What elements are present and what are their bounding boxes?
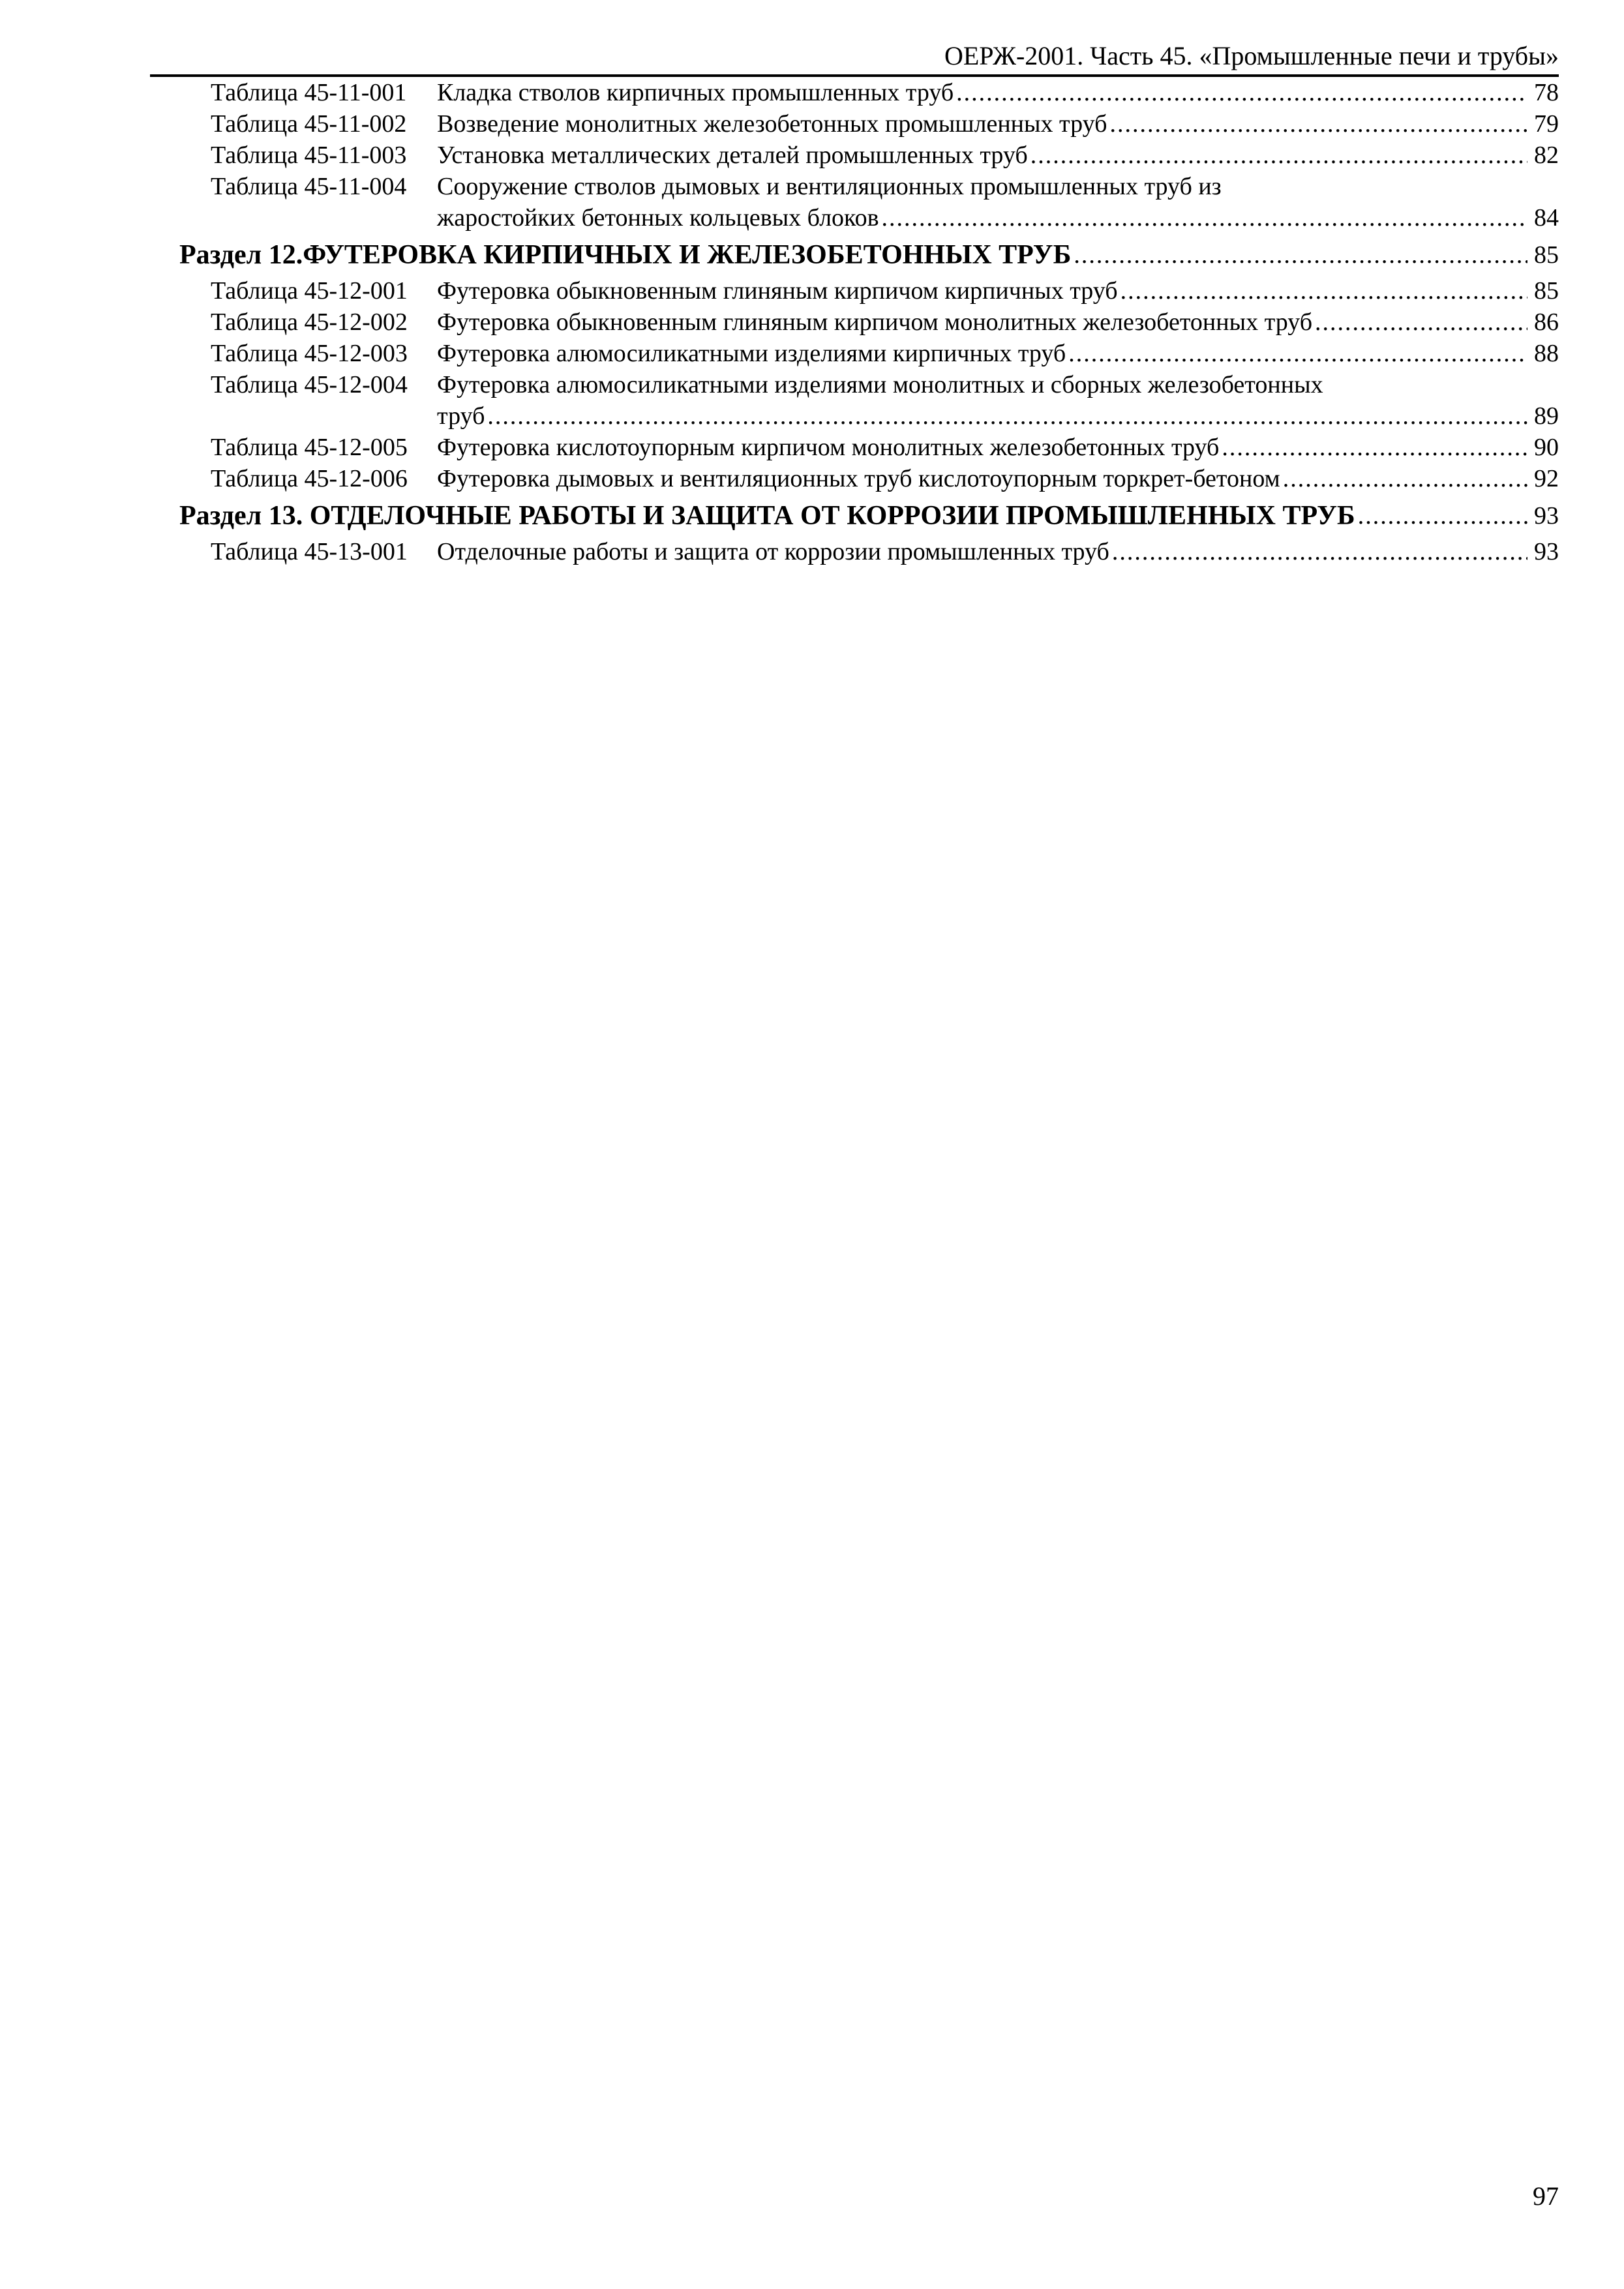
leader-dots <box>1358 497 1527 535</box>
toc-entry-title: Установка металлических деталей промышленных труб <box>437 142 1028 169</box>
leader-dots <box>882 202 1527 233</box>
toc-entry-page: 90 <box>1534 434 1559 461</box>
leader-dots <box>1109 108 1527 140</box>
toc-entry-code: Таблица 45-11-002 <box>211 110 407 138</box>
table-of-contents <box>150 77 1559 567</box>
toc-entry-code: Таблица 45-12-005 <box>211 434 408 461</box>
toc-entry-code: Таблица 45-11-001 <box>211 79 407 106</box>
toc-entry-title: Футеровка обыкновенным глиняным кирпичом монолитных железобетонных труб <box>437 308 1313 336</box>
toc-entry-code: Таблица 45-12-003 <box>211 340 408 367</box>
toc-entry-45-12-002[interactable] <box>150 307 1559 338</box>
leader-dots <box>956 77 1527 108</box>
toc-entry-45-12-006[interactable] <box>150 463 1559 494</box>
toc-entry-title: Отделочные работы и защита от коррозии промышленных труб <box>437 538 1109 565</box>
toc-entry-page: 92 <box>1534 465 1559 492</box>
toc-entry-45-11-004[interactable] <box>150 171 1559 233</box>
toc-entry-code: Таблица 45-13-001 <box>211 538 408 565</box>
toc-entry-45-12-004[interactable] <box>150 369 1559 432</box>
toc-entry-code: Таблица 45-12-004 <box>211 371 408 398</box>
toc-entry-page: 84 <box>1534 204 1559 232</box>
toc-entry-45-11-003[interactable] <box>150 140 1559 171</box>
toc-entry-title: Сооружение стволов дымовых и вентиляционных промышленных труб из <box>437 173 1222 200</box>
leader-dots <box>1030 140 1527 171</box>
toc-entry-page: 88 <box>1534 340 1559 367</box>
toc-entry-code: Таблица 45-12-002 <box>211 308 408 336</box>
toc-entry-code: Таблица 45-11-004 <box>211 173 407 200</box>
toc-entry-title: Футеровка дымовых и вентиляционных труб кислотоупорным торкрет-бетоном <box>437 465 1280 492</box>
toc-entry-page: 86 <box>1534 308 1559 336</box>
toc-entry-page: 93 <box>1534 538 1559 565</box>
toc-section-12[interactable] <box>150 236 1559 274</box>
toc-entry-45-13-001[interactable] <box>150 536 1559 567</box>
leader-dots <box>1074 236 1527 274</box>
leader-dots <box>1068 338 1527 369</box>
toc-entry-title: Футеровка алюмосиликатными изделиями монолитных и сборных железобетонных <box>437 371 1323 398</box>
section-title: Раздел 12.ФУТЕРОВКА КИРПИЧНЫХ И ЖЕЛЕЗОБЕТОННЫХ ТРУБ <box>179 240 1072 270</box>
toc-entry-45-12-001[interactable] <box>150 275 1559 307</box>
toc-entry-code: Таблица 45-12-006 <box>211 465 408 492</box>
leader-dots <box>487 400 1527 432</box>
toc-entry-title: Возведение монолитных железобетонных промышленных труб <box>437 110 1107 138</box>
leader-dots <box>1283 463 1527 494</box>
toc-entry-45-12-003[interactable] <box>150 338 1559 369</box>
leader-dots <box>1112 536 1527 567</box>
section-page: 93 <box>1534 502 1559 530</box>
toc-entry-page: 82 <box>1534 142 1559 169</box>
page-number: 97 <box>1533 2181 1559 2211</box>
toc-entry-title: Футеровка обыкновенным глиняным кирпичом кирпичных труб <box>437 277 1118 305</box>
header-title: ОЕРЖ-2001. Часть 45. «Промышленные печи и трубы» <box>944 41 1559 70</box>
section-page: 85 <box>1534 241 1559 269</box>
toc-entry-45-12-005[interactable] <box>150 432 1559 463</box>
toc-entry-title: Футеровка кислотоупорным кирпичом монолитных железобетонных труб <box>437 434 1220 461</box>
toc-entry-45-11-001[interactable] <box>150 77 1559 108</box>
toc-section-13[interactable] <box>150 497 1559 535</box>
leader-dots <box>1315 307 1527 338</box>
toc-entry-45-11-002[interactable] <box>150 108 1559 140</box>
toc-entry-code: Таблица 45-12-001 <box>211 277 408 305</box>
toc-entry-page: 79 <box>1534 110 1559 138</box>
toc-entry-page: 85 <box>1534 277 1559 305</box>
toc-entry-title-continued: жаростойких бетонных кольцевых блоков <box>437 204 879 232</box>
toc-entry-title: Футеровка алюмосиликатными изделиями кирпичных труб <box>437 340 1066 367</box>
toc-entry-page: 78 <box>1534 79 1559 106</box>
toc-entry-title: Кладка стволов кирпичных промышленных труб <box>437 79 954 106</box>
toc-entry-code: Таблица 45-11-003 <box>211 142 407 169</box>
leader-dots <box>1120 275 1527 307</box>
leader-dots <box>1222 432 1527 463</box>
running-header <box>150 37 1559 77</box>
toc-entry-title-continued: труб <box>437 402 485 430</box>
section-title: Раздел 13. ОТДЕЛОЧНЫЕ РАБОТЫ И ЗАЩИТА ОТ КОРРОЗИИ ПРОМЫШЛЕННЫХ ТРУБ <box>179 501 1355 531</box>
toc-entry-page: 89 <box>1534 402 1559 430</box>
